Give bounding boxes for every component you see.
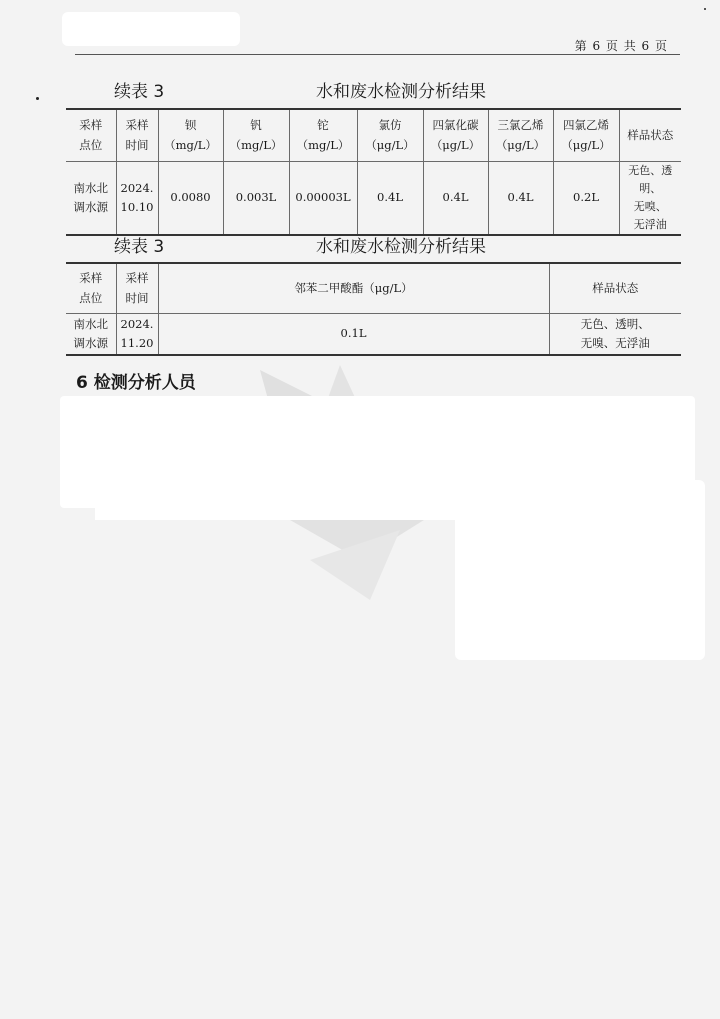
page-number: 第 6 页 共 6 页: [574, 39, 668, 53]
table1-label: 续表 3: [114, 82, 165, 102]
table2-label: 续表 3: [114, 237, 165, 257]
table2-header-row: [66, 263, 681, 313]
table1-header-cell: 钒 （mg/L）: [223, 109, 289, 161]
table1-header-row: [66, 109, 681, 161]
value-cell: 0.4L: [423, 161, 488, 235]
table2-header-cell: 采样 时间: [116, 263, 158, 313]
table1-header-cell: 铊 （mg/L）: [289, 109, 357, 161]
table1-header-cell: 钡 （mg/L）: [158, 109, 223, 161]
value-cell: 0.1L: [158, 313, 549, 355]
time-cell: 2024. 11.20: [116, 313, 158, 355]
table1-header-cell: 氯仿 （μg/L）: [357, 109, 423, 161]
table2: [66, 262, 681, 356]
table1-header-cell: 采样 时间: [116, 109, 158, 161]
value-cell: 0.00003L: [289, 161, 357, 235]
table1-header-cell: 采样 点位: [66, 109, 116, 161]
value-cell: 0.4L: [357, 161, 423, 235]
table-row: [66, 313, 681, 355]
state-cell: 无色、透明、 无嗅、无浮油: [549, 313, 681, 355]
table2-header-cell: 采样 点位: [66, 263, 116, 313]
table1-header-cell: 三氯乙烯 （μg/L）: [488, 109, 553, 161]
scan-speck: [36, 97, 39, 100]
table2-title: 水和废水检测分析结果: [316, 237, 486, 257]
table1: [66, 108, 681, 236]
table1-header-cell: 样品状态: [619, 109, 681, 161]
value-cell: 0.003L: [223, 161, 289, 235]
time-cell: 2024. 10.10: [116, 161, 158, 235]
value-cell: 0.0080: [158, 161, 223, 235]
table2-header-cell: 样品状态: [549, 263, 681, 313]
redaction-signature: [455, 480, 705, 660]
table1-title: 水和废水检测分析结果: [316, 82, 486, 102]
redaction-top: [62, 12, 240, 46]
value-cell: 0.4L: [488, 161, 553, 235]
redaction-personnel: [95, 500, 455, 520]
site-cell: 南水北 调水源: [66, 313, 116, 355]
section-heading: 6 检测分析人员: [76, 373, 196, 393]
header-rule: [75, 54, 680, 55]
table1-header-cell: 四氯乙烯 （μg/L）: [553, 109, 619, 161]
table1-header-cell: 四氯化碳 （μg/L）: [423, 109, 488, 161]
scan-speck: [704, 8, 706, 10]
value-cell: 0.2L: [553, 161, 619, 235]
table2-header-cell: 邻苯二甲酸酯（μg/L）: [158, 263, 549, 313]
state-cell: 无色、透明、 无嗅、 无浮油: [619, 161, 681, 235]
table-row: [66, 161, 681, 235]
site-cell: 南水北 调水源: [66, 161, 116, 235]
